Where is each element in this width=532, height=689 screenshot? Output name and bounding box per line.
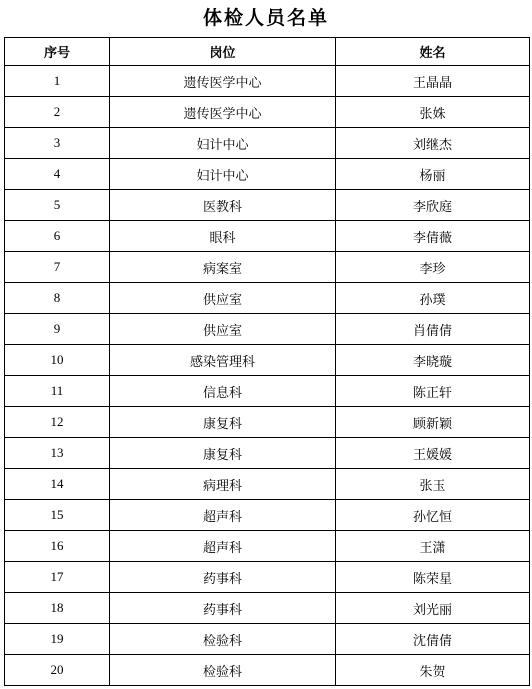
cell-position: 检验科 (110, 655, 336, 686)
cell-number: 12 (5, 407, 110, 438)
cell-number: 5 (5, 190, 110, 221)
cell-name: 李倩薇 (336, 221, 530, 252)
cell-position: 超声科 (110, 500, 336, 531)
table-row (5, 190, 530, 221)
cell-number: 17 (5, 562, 110, 593)
table-row (5, 252, 530, 283)
cell-name: 刘光丽 (336, 593, 530, 624)
cell-position: 病案室 (110, 252, 336, 283)
cell-name: 李欣庭 (336, 190, 530, 221)
cell-position: 妇计中心 (110, 159, 336, 190)
cell-position: 妇计中心 (110, 128, 336, 159)
table-row (5, 469, 530, 500)
table-row (5, 97, 530, 128)
cell-name: 张姝 (336, 97, 530, 128)
cell-name: 朱贺 (336, 655, 530, 686)
cell-name: 刘继杰 (336, 128, 530, 159)
table-row (5, 655, 530, 686)
cell-number: 20 (5, 655, 110, 686)
cell-position: 供应室 (110, 314, 336, 345)
cell-name: 王晶晶 (336, 66, 530, 97)
staff-table (4, 37, 530, 686)
table-row (5, 562, 530, 593)
cell-position: 医教科 (110, 190, 336, 221)
column-header-number: 序号 (5, 38, 110, 66)
cell-number: 2 (5, 97, 110, 128)
page-title: 体检人员名单 (202, 7, 329, 29)
cell-name: 张玉 (336, 469, 530, 500)
cell-position: 药事科 (110, 562, 336, 593)
table-row (5, 438, 530, 469)
cell-position: 检验科 (110, 624, 336, 655)
cell-position: 遗传医学中心 (110, 97, 336, 128)
cell-name: 沈倩倩 (336, 624, 530, 655)
cell-number: 1 (5, 66, 110, 97)
table-row (5, 66, 530, 97)
cell-name: 王潇 (336, 531, 530, 562)
table-row (5, 593, 530, 624)
cell-number: 14 (5, 469, 110, 500)
cell-number: 8 (5, 283, 110, 314)
cell-number: 16 (5, 531, 110, 562)
table-header-row (5, 38, 530, 66)
cell-position: 眼科 (110, 221, 336, 252)
table-row (5, 283, 530, 314)
cell-number: 18 (5, 593, 110, 624)
cell-number: 13 (5, 438, 110, 469)
cell-number: 9 (5, 314, 110, 345)
cell-name: 孙璞 (336, 283, 530, 314)
column-header-name: 姓名 (336, 38, 530, 66)
cell-name: 顾新颖 (336, 407, 530, 438)
cell-name: 李珍 (336, 252, 530, 283)
table-row (5, 376, 530, 407)
cell-name: 杨丽 (336, 159, 530, 190)
table-row (5, 531, 530, 562)
table-row (5, 407, 530, 438)
cell-number: 15 (5, 500, 110, 531)
table-body (5, 66, 530, 686)
table-row (5, 624, 530, 655)
cell-number: 7 (5, 252, 110, 283)
cell-name: 陈正轩 (336, 376, 530, 407)
cell-position: 病理科 (110, 469, 336, 500)
cell-number: 4 (5, 159, 110, 190)
table-row (5, 345, 530, 376)
cell-position: 信息科 (110, 376, 336, 407)
cell-position: 供应室 (110, 283, 336, 314)
table-row (5, 314, 530, 345)
cell-number: 10 (5, 345, 110, 376)
cell-position: 康复科 (110, 438, 336, 469)
cell-name: 孙忆恒 (336, 500, 530, 531)
table-row (5, 221, 530, 252)
cell-position: 药事科 (110, 593, 336, 624)
cell-name: 陈荣星 (336, 562, 530, 593)
cell-number: 11 (5, 376, 110, 407)
table-row (5, 159, 530, 190)
cell-name: 王媛媛 (336, 438, 530, 469)
cell-position: 感染管理科 (110, 345, 336, 376)
column-header-position: 岗位 (110, 38, 336, 66)
cell-name: 李晓璇 (336, 345, 530, 376)
cell-number: 6 (5, 221, 110, 252)
cell-position: 康复科 (110, 407, 336, 438)
table-row (5, 128, 530, 159)
table-row (5, 500, 530, 531)
cell-number: 19 (5, 624, 110, 655)
cell-position: 超声科 (110, 531, 336, 562)
cell-position: 遗传医学中心 (110, 66, 336, 97)
cell-name: 肖倩倩 (336, 314, 530, 345)
cell-number: 3 (5, 128, 110, 159)
